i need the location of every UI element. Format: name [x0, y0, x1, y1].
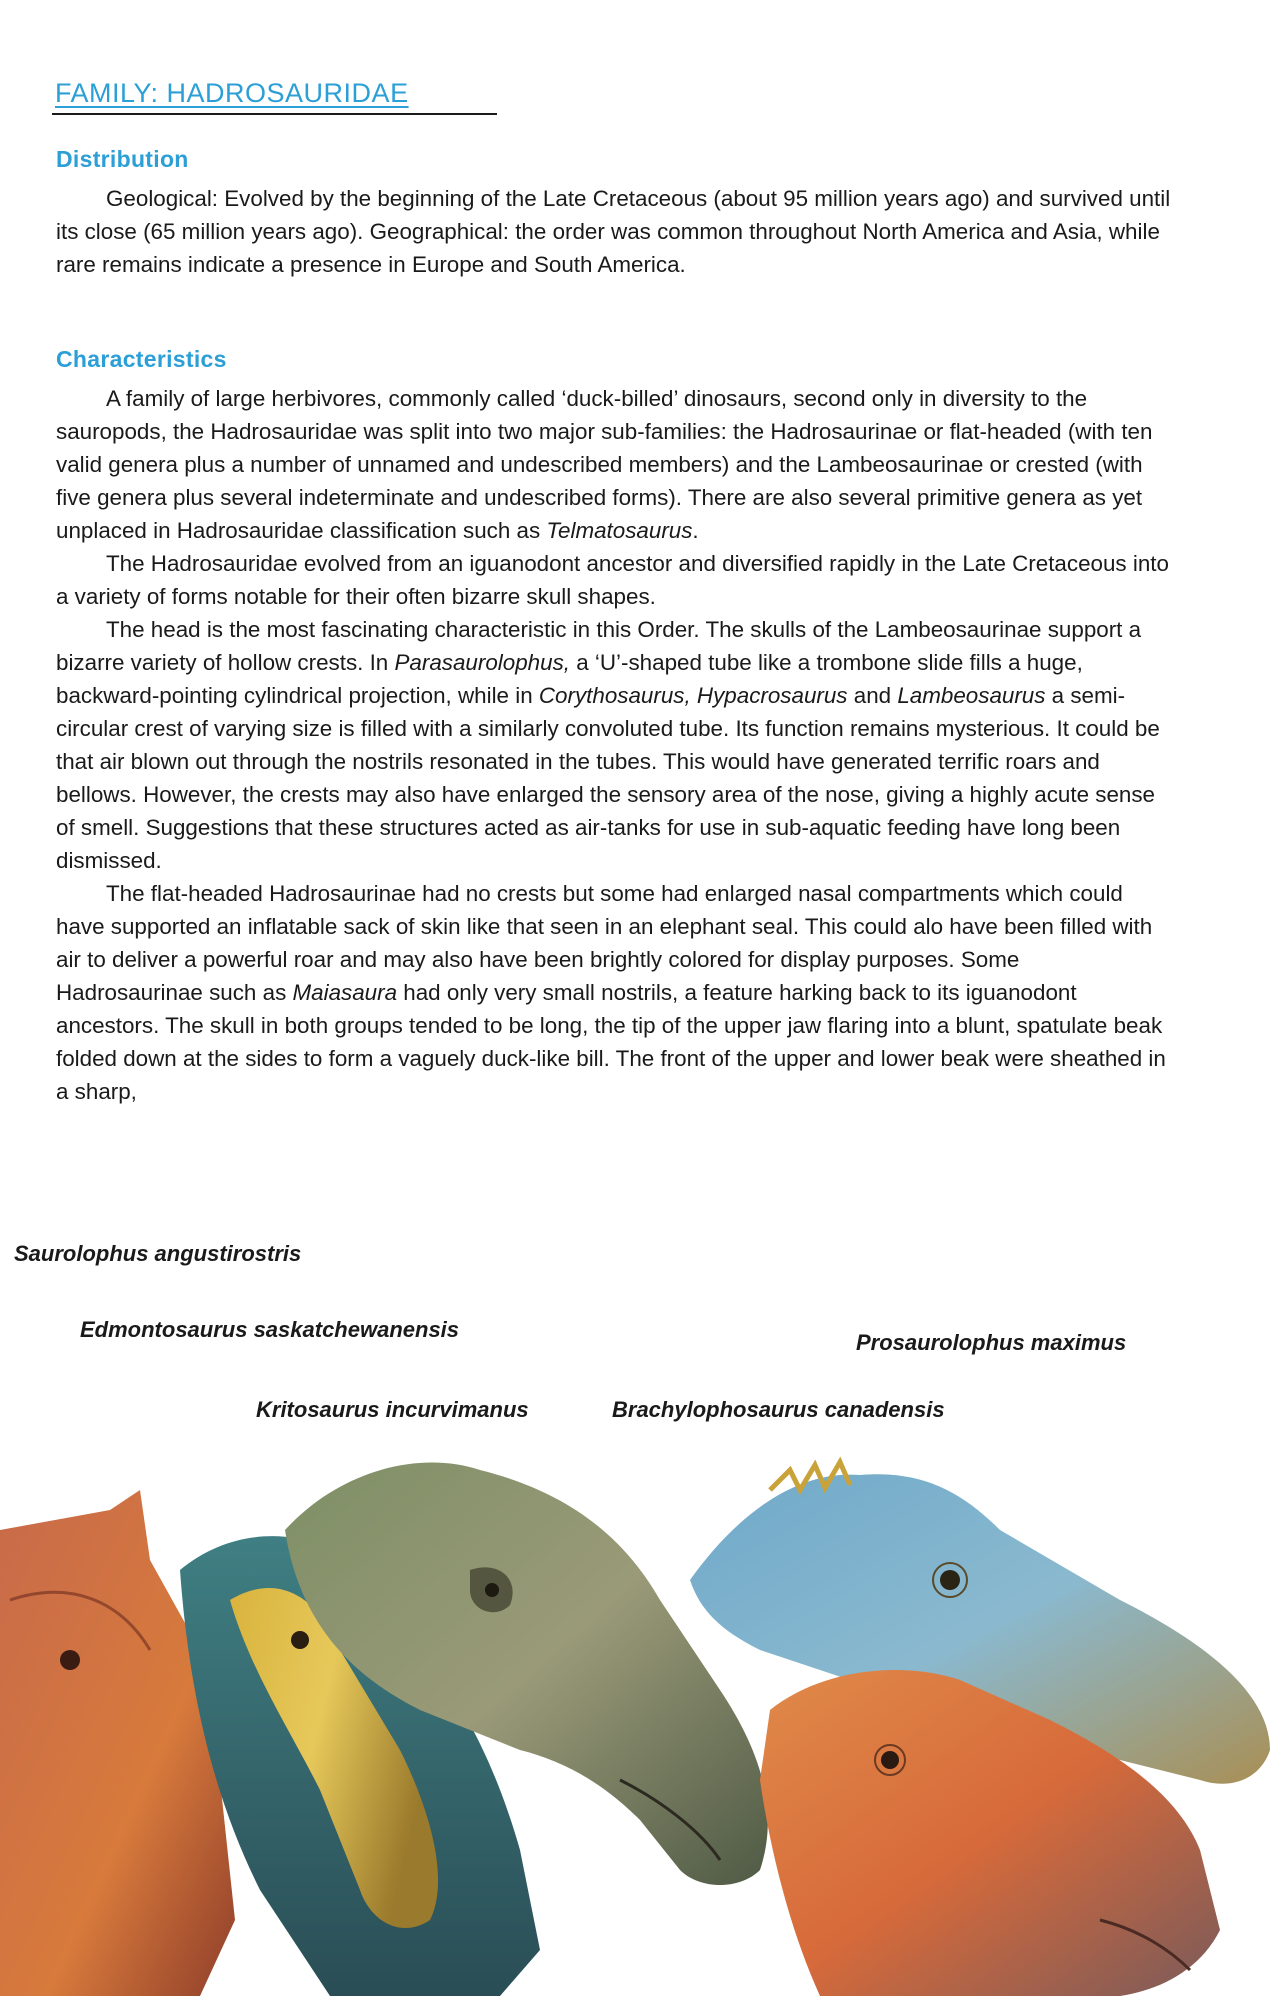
genus-corythosaurus-hypacrosaurus: Corythosaurus, Hypacrosaurus [538, 683, 848, 708]
genus-lambeosaurus: Lambeosaurus [897, 683, 1046, 708]
page-title: FAMILY: HADROSAURIDAE [55, 78, 409, 108]
genus-maiasaura: Maiasaura [292, 980, 398, 1005]
characteristics-text [56, 382, 1171, 1108]
characteristics-heading: Characteristics [56, 346, 227, 372]
characteristics-paragraph-4: The flat-headed Hadrosaurinae had no crests but some had enlarged nasal compartments which could have supported an inflatable sack of skin like that seen in an elephant seal. This could alo have been filled with air to deliver a powerful roar and may also have been brightly colored for display purposes. Some Hadrosaurinae such as Maiasaura had only very small nostrils, a feature harking back to its iguanodont ancestors. The skull in both groups tended to be long, the tip of the upper jaw flaring into a blunt, spatulate beak folded down at the sides to form a vaguely duck-like bill. The front of the upper and lower beak were sheathed in a sharp, [56, 881, 1166, 1104]
label-kritosaurus: Kritosaurus incurvimanus [256, 1397, 529, 1422]
hadrosaur-heads-illustration [0, 1450, 1280, 1996]
distribution-text [56, 182, 1171, 281]
label-brachylophosaurus: Brachylophosaurus canadensis [612, 1397, 945, 1422]
distribution-heading: Distribution [56, 146, 189, 172]
title-rule [52, 113, 497, 115]
genus-parasaurolophus: Parasaurolophus, [394, 650, 570, 675]
label-edmontosaurus: Edmontosaurus saskatchewanensis [80, 1317, 460, 1342]
characteristics-paragraph-2: The Hadrosauridae evolved from an iguanodont ancestor and diversified rapidly in the Late Cretaceous into a variety of forms notable for their often bizarre skull shapes. [56, 551, 1169, 609]
characteristics-paragraph-3: The head is the most fascinating characteristic in this Order. The skulls of the Lambeosaurinae support a bizarre variety of hollow crests. In Parasaurolophus, a ‘U’-shaped tube like a trombone slide fills a huge, backward-pointing cylindrical projection, while in Corythosaurus, Hypacrosaurus and Lambeosaurus a semi-circular crest of varying size is filled with a similarly convoluted tube. Its function remains mysterious. It could be that air blown out through the nostrils resonated in the tubes. This would have generated terrific roars and bellows. However, the crests may also have enlarged the sensory area of the nose, giving a highly acute sense of smell. Suggestions that these structures acted as air-tanks for use in sub-aquatic feeding have long been dismissed. [56, 617, 1160, 873]
label-prosaurolophus: Prosaurolophus maximus [856, 1330, 1127, 1355]
characteristics-paragraph-1: A family of large herbivores, commonly called ‘duck-billed’ dinosaurs, second only in diversity to the sauropods, the Hadrosauridae was split into two major sub-families: the Hadrosaurinae or flat-headed (with ten valid genera plus a number of unnamed and undescribed members) and the Lambeosaurinae or crested (with five genera plus several indeterminate and undescribed forms). There are also several primitive genera as yet unplaced in Hadrosauridae classification such as Telmatosaurus. [56, 386, 1153, 543]
distribution-paragraph: Geological: Evolved by the beginning of the Late Cretaceous (about 95 million years ago) and survived until its close (65 million years ago). Geographical: the order was common throughout North America and Asia, while rare remains indicate a presence in Europe and South America. [56, 186, 1171, 277]
genus-telmatosaurus: Telmatosaurus [546, 518, 693, 543]
label-saurolophus: Saurolophus angustirostris [14, 1241, 302, 1266]
